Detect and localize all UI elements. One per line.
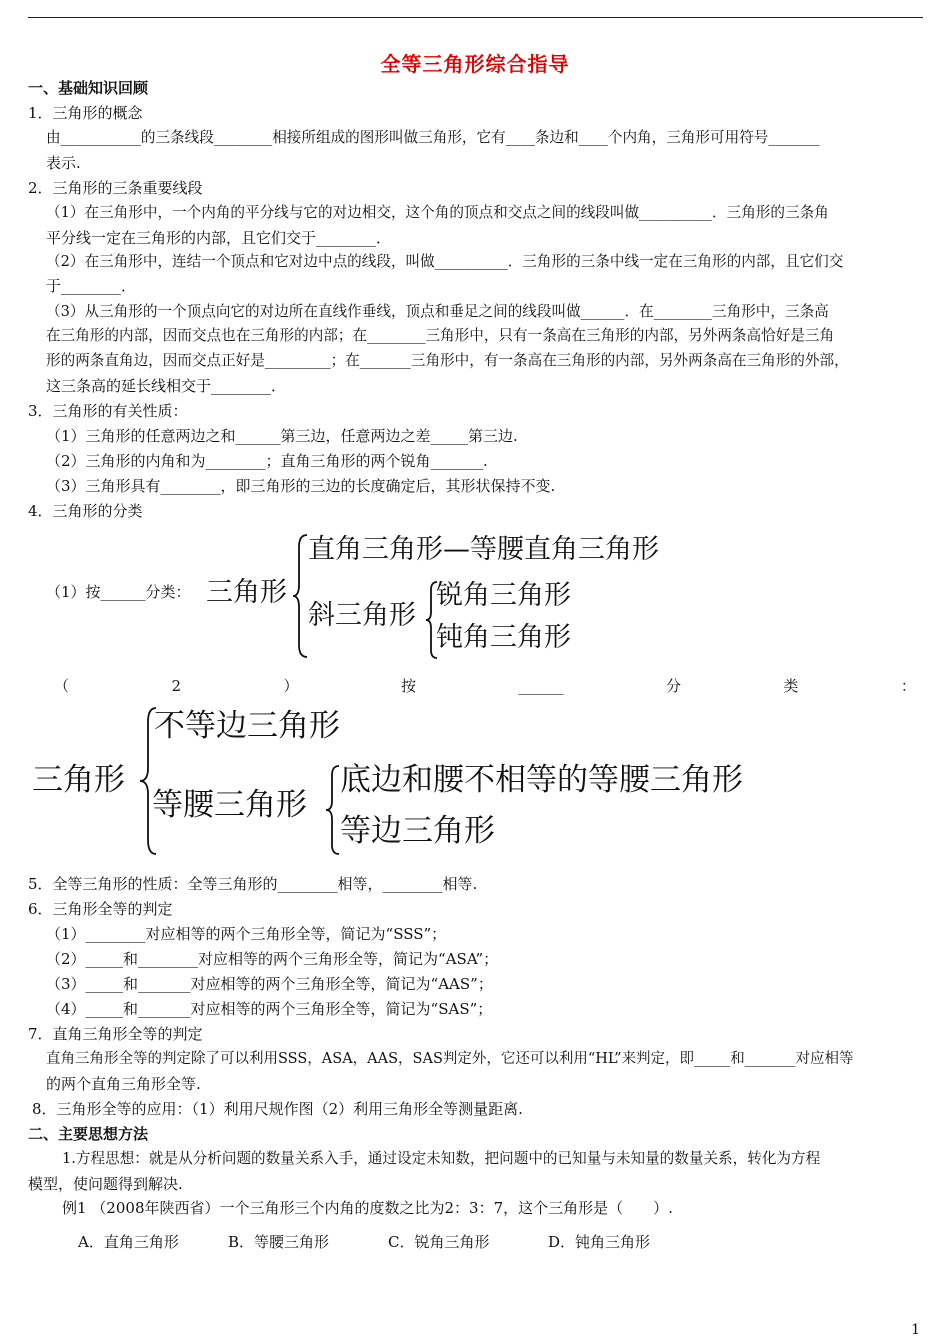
- page-number: 1: [911, 1322, 920, 1338]
- section-heading-1: 一、基础知识回顾: [28, 79, 149, 97]
- text-line: （2）三角形的内角和为________；直角三角形的两个锐角_______.: [46, 452, 488, 470]
- classification-1-label: （1）按______分类：: [46, 583, 191, 601]
- text-line: 的两个直角三角形全等.: [46, 1075, 201, 1093]
- text-line: 直角三角形全等的判定除了可以利用SSS，ASA，AAS，SAS判定外，它还可以利用“HL”来判定，即_____和_______对应相等: [46, 1051, 854, 1067]
- text-line: （3）从三角形的一个顶点向它的对边所在直线作垂线，顶点和垂足之间的线段叫做______．在________三角形中，三条高: [46, 303, 829, 320]
- item-1-heading: 1．三角形的概念: [28, 104, 143, 122]
- item-2-heading: 2．三角形的三条重要线段: [28, 179, 203, 197]
- item-8: 8．三角形全等的应用：（1）利用尺规作图（2）利用三角形全等测量距离.: [32, 1100, 523, 1118]
- section-heading-2: 二、主要思想方法: [28, 1125, 149, 1143]
- text-line: （4）_____和_______对应相等的两个三角形全等，简记为“SAS”；: [46, 1000, 493, 1018]
- option-d: D．钝角三角形: [548, 1233, 651, 1251]
- classification-2-root: 三角形: [32, 762, 125, 798]
- classification-2-label: [54, 676, 916, 696]
- classification-2-scalene: 不等边三角形: [154, 708, 340, 744]
- text-line: （1）三角形的任意两边之和______第三边，任意两边之差_____第三边.: [46, 427, 518, 445]
- text-line: 由___________的三条线段________相接所组成的图形叫做三角形，它有____条边和____个内角，三角形可用符号_______: [46, 129, 820, 146]
- label-part: ）: [283, 677, 299, 695]
- text-line: 表示.: [46, 154, 81, 172]
- option-b: B．等腰三角形: [228, 1233, 330, 1251]
- classification-2-isosceles-non-equilateral: 底边和腰不相等的等腰三角形: [340, 762, 743, 798]
- classification-2-equilateral: 等边三角形: [340, 813, 495, 849]
- text-line: （1）在三角形中，一个内角的平分线与它的对边相交，这个角的顶点和交点之间的线段叫做__________．三角形的三条角: [46, 204, 829, 221]
- label-part: ______: [518, 677, 564, 695]
- classification-1-obtuse: 钝角三角形: [436, 622, 571, 653]
- label-part: 类: [783, 677, 799, 695]
- text-line: （1）________对应相等的两个三角形全等，简记为“SSS”；: [46, 925, 447, 943]
- text-line: 形的两条直角边，因而交点正好是_________；在_______三角形中，有一条高在三角形的内部，另外两条高在三角形的外部，: [46, 352, 849, 369]
- classification-2-isosceles: 等腰三角形: [152, 787, 307, 823]
- option-a: A．直角三角形: [78, 1233, 179, 1251]
- text-line: （2）在三角形中，连结一个顶点和它对边中点的线段，叫做__________．三角形的三条中线一定在三角形的内部，且它们交: [46, 253, 844, 270]
- classification-1-oblique-triangle: 斜三角形: [308, 600, 416, 631]
- text-line: 这三条高的延长线相交于________．: [46, 377, 287, 395]
- text-line: 平分线一定在三角形的内部，且它们交于________．: [46, 229, 392, 247]
- text-line: （3）_____和_______对应相等的两个三角形全等，简记为“AAS”；: [46, 975, 493, 993]
- item-7-heading: 7．直角三角形全等的判定: [28, 1025, 203, 1043]
- text-line: 于________．: [46, 277, 137, 295]
- classification-1-root: 三角形: [206, 577, 287, 608]
- item-5: 5．全等三角形的性质：全等三角形的________相等，________相等.: [28, 875, 478, 893]
- label-part: 分: [665, 677, 681, 695]
- item-3-heading: 3．三角形的有关性质：: [28, 402, 188, 420]
- text-line: 模型，使问题得到解决.: [28, 1175, 183, 1193]
- example-1: 例1 （2008年陕西省）一个三角形三个内角的度数之比为2：3：7，这个三角形是（ ）.: [62, 1199, 673, 1217]
- text-line: 在三角形的内部，因而交点也在三角形的内部；在________三角形中，只有一条高在三角形的内部，另外两条高恰好是三角: [46, 327, 835, 344]
- item-4-heading: 4．三角形的分类: [28, 502, 143, 520]
- label-part: ：: [900, 677, 916, 695]
- option-c: C．锐角三角形: [388, 1233, 490, 1251]
- label-part: 按: [400, 677, 416, 695]
- text-line: 1.方程思想：就是从分析问题的数量关系入手，通过设定未知数，把问题中的已知量与未知量的数量关系，转化为方程: [62, 1150, 821, 1167]
- item-6-heading: 6．三角形全等的判定: [28, 900, 173, 918]
- classification-1-right-triangle: 直角三角形—等腰直角三角形: [308, 534, 659, 565]
- label-part: 2: [171, 677, 182, 695]
- text-line: （3）三角形具有________，即三角形的三边的长度确定后，其形状保持不变.: [46, 477, 556, 495]
- page-title: 全等三角形综合指导: [380, 52, 570, 76]
- text-line: （2）_____和________对应相等的两个三角形全等，简记为“ASA”；: [46, 950, 499, 968]
- classification-1-acute: 锐角三角形: [436, 580, 571, 611]
- header-rule: [28, 17, 923, 18]
- label-part: （: [54, 677, 70, 695]
